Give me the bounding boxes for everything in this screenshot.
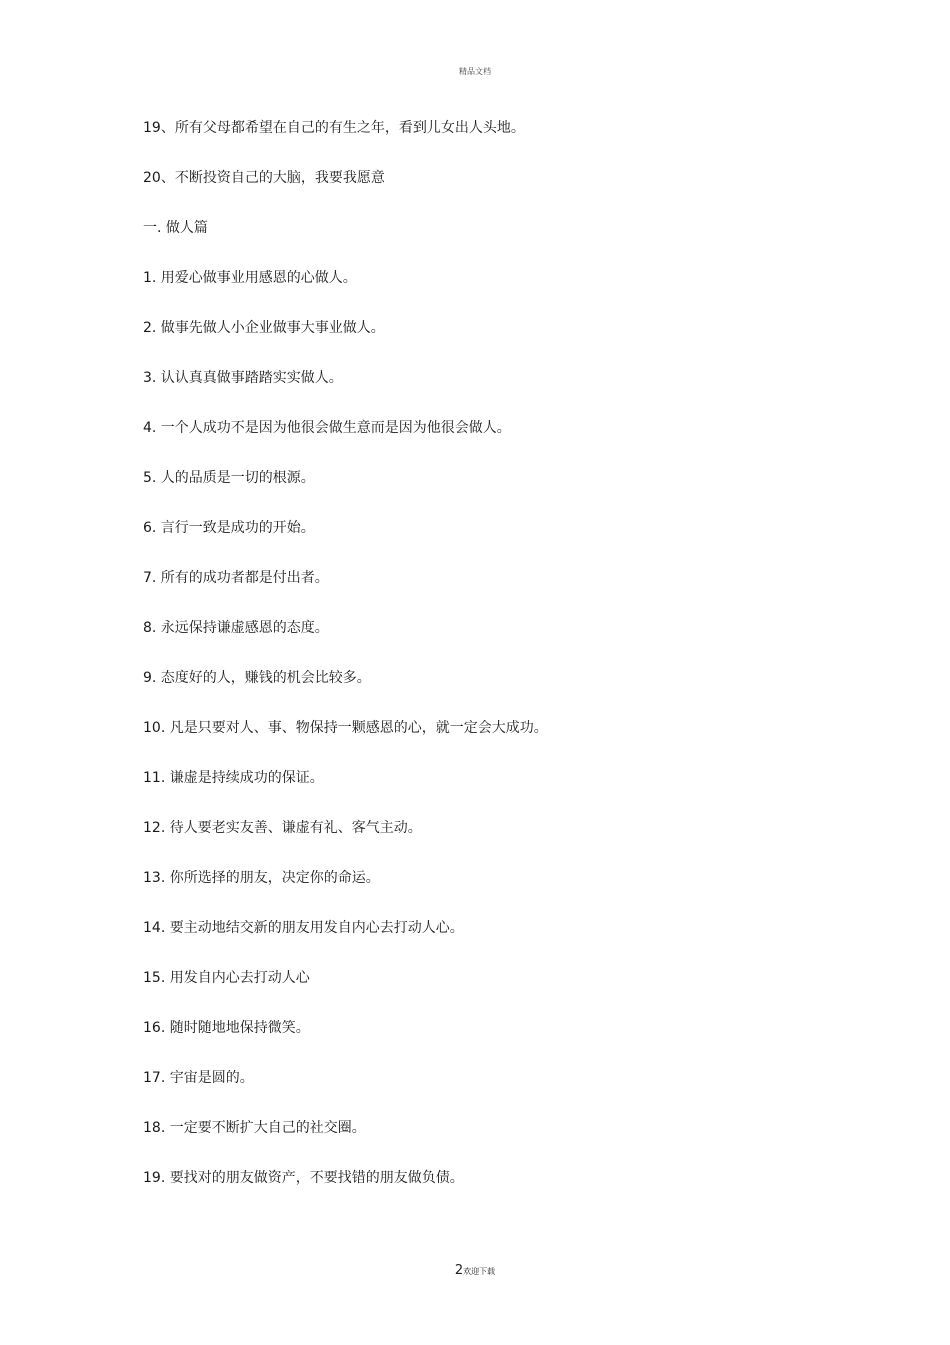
list-item: 13. 你所选择的朋友，决定你的命运。 <box>143 870 380 886</box>
text-line: 19、所有父母都希望在自己的有生之年，看到儿女出人头地。 <box>143 120 525 136</box>
list-item: 11. 谦虚是持续成功的保证。 <box>143 770 324 786</box>
page-header: 精品文档 <box>459 67 491 76</box>
list-item: 14. 要主动地结交新的朋友用发自内心去打动人心。 <box>143 920 464 936</box>
page-number: 2 <box>454 1263 464 1278</box>
document-body <box>143 117 843 1217</box>
text-line: 20、不断投资自己的大脑，我要我愿意 <box>143 170 385 186</box>
list-item: 19. 要找对的朋友做资产，不要找错的朋友做负债。 <box>143 1170 464 1186</box>
list-item: 1. 用爱心做事业用感恩的心做人。 <box>143 270 357 286</box>
page-footer <box>0 1259 950 1278</box>
list-item: 17. 宇宙是圆的。 <box>143 1070 254 1086</box>
list-item: 3. 认认真真做事踏踏实实做人。 <box>143 370 343 386</box>
list-item: 5. 人的品质是一切的根源。 <box>143 470 315 486</box>
list-item: 10. 凡是只要对人、事、物保持一颗感恩的心，就一定会大成功。 <box>143 720 548 736</box>
section-heading: 一. 做人篇 <box>143 220 208 236</box>
list-item: 18. 一定要不断扩大自己的社交圈。 <box>143 1120 366 1136</box>
list-item: 6. 言行一致是成功的开始。 <box>143 520 315 536</box>
list-item: 16. 随时随地地保持微笑。 <box>143 1020 310 1036</box>
list-item: 8. 永远保持谦虚感恩的态度。 <box>143 620 329 636</box>
list-item: 15. 用发自内心去打动人心 <box>143 970 310 986</box>
footer-tag: 欢迎下载 <box>463 1267 496 1276</box>
list-item: 4. 一个人成功不是因为他很会做生意而是因为他很会做人。 <box>143 420 511 436</box>
list-item: 2. 做事先做人小企业做事大事业做人。 <box>143 320 385 336</box>
list-item: 7. 所有的成功者都是付出者。 <box>143 570 329 586</box>
list-item: 9. 态度好的人，赚钱的机会比较多。 <box>143 670 371 686</box>
list-item: 12. 待人要老实友善、谦虚有礼、客气主动。 <box>143 820 422 836</box>
